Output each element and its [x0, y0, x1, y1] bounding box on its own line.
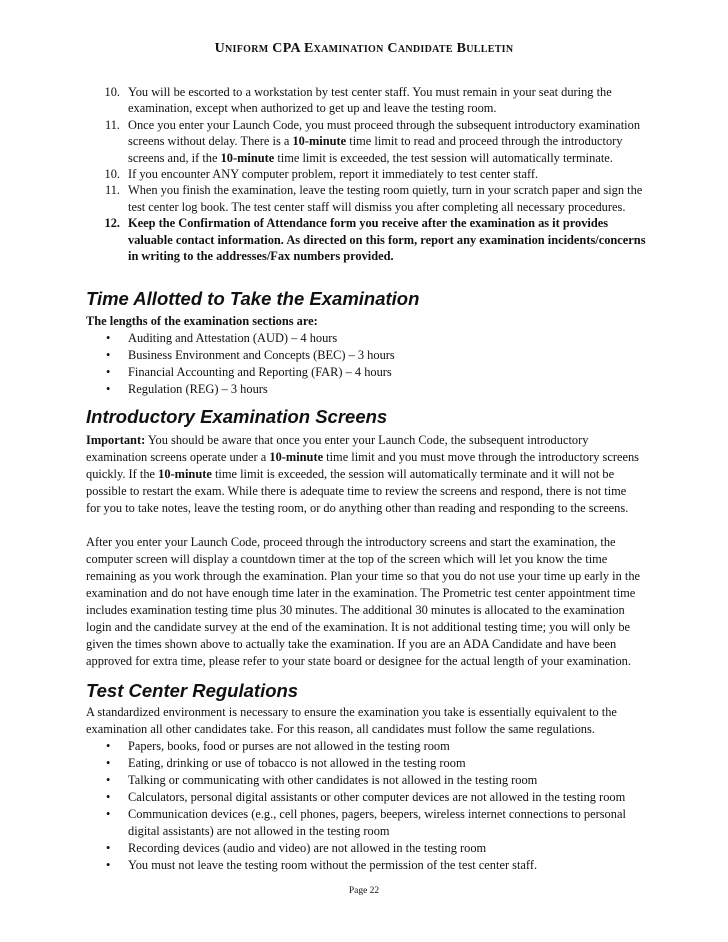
list-item — [86, 364, 646, 381]
regulations-list — [86, 738, 646, 874]
text-run: Once you enter your Launch Code, you must proceed through the subsequent introductory examination screens without delay. There is a — [128, 117, 641, 149]
emphasis: 10-minute — [269, 450, 324, 464]
list-item — [86, 347, 646, 364]
bullet-icon: • — [106, 790, 111, 804]
bullet-icon: • — [106, 348, 111, 362]
list-item — [86, 117, 646, 166]
list-item — [86, 330, 646, 347]
list-item-text: When you finish the examination, leave the testing room quietly, turn in your scratch paper and sign the test center log book. The test center staff will dismiss you after completing all necessary procedures. — [128, 183, 643, 214]
paragraph: After you enter your Launch Code, proceed through the introductory screens and start the examination, the computer screen will display a countdown timer at the top of the screen which will let you know the time remaining as you work through the examination. Plan your time so that you do not use your time up early in the examination and do not have enough time later in the examination. The Prometric test center appointment time includes examination testing time plus 30 minutes. The additional 30 minutes is allocated to the examination login and the candidate survey at the end of the examination. It is not additional testing time; you will only be given the times shown above to actually take the examination. If you are an ADA Candidate and have been approved for extra time, please refer to your state board or designee for the actual length of your examination. — [86, 535, 641, 668]
list-item-text: Financial Accounting and Reporting (FAR) – 4 hours — [128, 365, 392, 379]
bullet-icon: • — [106, 365, 111, 379]
section-heading-regulations: Test Center Regulations — [86, 680, 299, 701]
list-item-text: Keep the Confirmation of Attendance form you receive after the examination as it provides valuable contact information. As directed on this form, report any examination incidents/concerns in writing to the addresses/Fax numbers provided. — [128, 216, 646, 264]
text-run: time limit and you must move through the introductory screens quickly. If the — [86, 450, 639, 481]
paragraph: A standardized environment is necessary to ensure the examination you take is essentially equivalent to the examination all other candidates take. For this reason, all candidates must follow the same regulations. — [86, 705, 617, 736]
list-item-text: Calculators, personal digital assistants or other computer devices are not allowed in the testing room — [128, 790, 626, 804]
list-item-text: Papers, books, food or purses are not allowed in the testing room — [128, 739, 450, 753]
text-run: time limit to read and proceed through the introductory screens and, if the — [128, 134, 623, 165]
list-item — [86, 84, 646, 117]
list-item-text — [128, 118, 640, 165]
list-item-text: Talking or communicating with other candidates is not allowed in the testing room — [128, 773, 538, 787]
list-number: 11. — [104, 117, 120, 132]
list-item — [86, 381, 646, 398]
bullet-icon: • — [106, 773, 111, 787]
list-item-text: Recording devices (audio and video) are not allowed in the testing room — [128, 841, 487, 855]
list-item — [86, 215, 646, 264]
list-item — [86, 840, 646, 857]
bullet-icon: • — [106, 739, 111, 753]
emphasis: Important: — [86, 433, 146, 447]
list-item — [86, 166, 646, 182]
list-item-text: You will be escorted to a workstation by test center staff. You must remain in your seat during the examination, except when authorized to get up and leave the testing room. — [128, 85, 612, 116]
list-item-text: Regulation (REG) – 3 hours — [128, 382, 268, 396]
bullet-icon: • — [106, 841, 111, 855]
bullet-icon: • — [106, 382, 111, 396]
list-item — [86, 857, 646, 874]
bullet-icon: • — [106, 331, 111, 345]
list-item — [86, 772, 646, 789]
list-item-text: Business Environment and Concepts (BEC) – 3 hours — [128, 348, 395, 362]
list-item-text: Auditing and Attestation (AUD) – 4 hours — [128, 331, 338, 345]
emphasis: 10-minute — [220, 150, 275, 165]
list-item — [86, 738, 646, 755]
procedure-list — [86, 84, 646, 264]
section-lead: The lengths of the examination sections are: — [86, 314, 318, 328]
emphasis: 10-minute — [158, 467, 212, 481]
bullet-icon: • — [106, 807, 111, 821]
list-item — [86, 182, 646, 215]
section-length-list — [86, 330, 646, 398]
list-item — [86, 806, 646, 840]
list-number: 10. — [104, 167, 120, 182]
list-item — [86, 755, 646, 772]
list-item-text: You must not leave the testing room without the permission of the test center staff. — [128, 858, 538, 872]
emphasis: 10-minute — [292, 134, 347, 149]
text-run: You should be aware that once you enter your Launch Code, the subsequent introductory examination screens operate under a — [86, 433, 589, 464]
list-number: 11. — [104, 183, 120, 198]
section-heading-time-allotted: Time Allotted to Take the Examination — [86, 288, 420, 309]
text-run: time limit is exceeded, the session will automatically terminate and it will not be possible to restart the exam. While there is adequate time to review the screens and respond, there is not time for you to take notes, leave the testing room, or do anything other than reading and responding to the screens. — [86, 467, 629, 515]
paragraph — [86, 432, 642, 517]
list-item-text: Eating, drinking or use of tobacco is not allowed in the testing room — [128, 756, 466, 770]
page-header: Uniform CPA Examination Candidate Bulletin — [214, 41, 514, 56]
list-item-text: Communication devices (e.g., cell phones, pagers, beepers, wireless internet connections to personal digital assistants) are not allowed in the testing room — [128, 807, 626, 838]
bullet-icon: • — [106, 858, 111, 872]
list-item-text: If you encounter ANY computer problem, report it immediately to test center staff. — [128, 167, 539, 182]
section-heading-intro-screens: Introductory Examination Screens — [86, 406, 388, 427]
list-number: 10. — [104, 85, 120, 99]
text-run: time limit is exceeded, the test session will automatically terminate. — [274, 150, 613, 165]
bullet-icon: • — [106, 756, 111, 770]
list-item — [86, 789, 646, 806]
page-number: Page 22 — [348, 886, 380, 896]
list-number: 12. — [104, 216, 120, 231]
